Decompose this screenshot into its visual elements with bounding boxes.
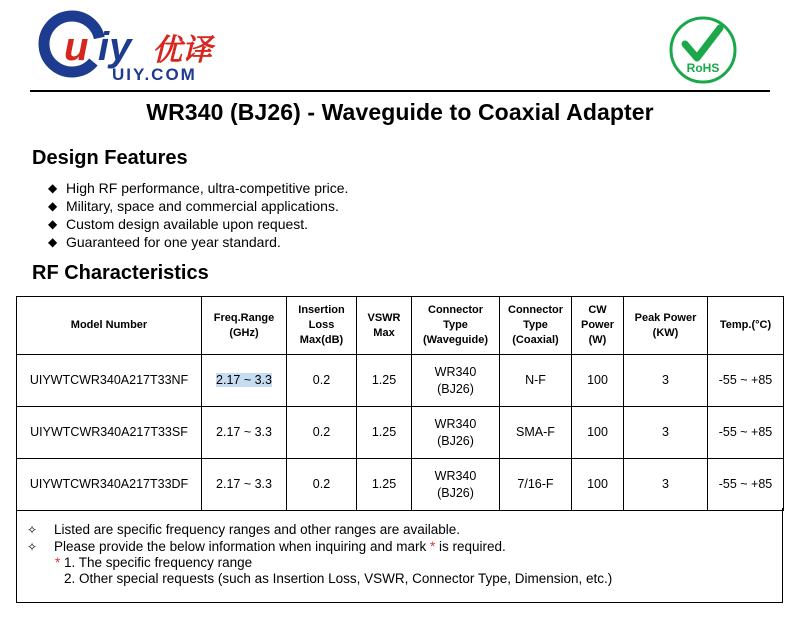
cell-connector-coaxial: N-F [500,355,572,407]
header-connector-waveguide: Connector Type (Waveguide) [412,297,500,355]
cell-temp: -55 ~ +85 [708,459,784,511]
rohs-badge [668,14,738,86]
header-temp: Temp.(°C) [708,297,784,355]
cell-insertion-loss: 0.2 [287,355,357,407]
cell-connector-coaxial: SMA-F [500,407,572,459]
sparkle-bullet-icon: ✧ [27,540,38,554]
header-freq: Freq.Range (GHz) [202,297,287,355]
header-connector-coaxial: Connector Type (Coaxial) [500,297,572,355]
rohs-label: RoHS [686,61,720,75]
cell-model: UIYWTCWR340A217T33SF [17,407,202,459]
design-features-list [48,179,348,251]
page-title: WR340 (BJ26) - Waveguide to Coaxial Adapter [146,99,654,125]
list-item: ◆ Custom design available upon request. [48,216,309,232]
svg-text:iy: iy [98,25,132,69]
header-insertion-loss: Insertion Loss Max(dB) [287,297,357,355]
diamond-bullet-icon: ◆ [48,217,58,231]
cell-freq: 2.17 ~ 3.3 [202,407,287,459]
cell-cw-power: 100 [572,459,624,511]
logo-cn-text: 优译 [152,33,212,68]
header-model: Model Number [17,297,202,355]
header-cw-power: CW Power (W) [572,297,624,355]
cell-connector-coaxial: 7/16-F [500,459,572,511]
note-subitem: 2. Other special requests (such as Insertion Loss, VSWR, Connector Type, Dimension, etc.) [64,571,613,586]
cell-peak-power: 3 [624,407,708,459]
list-item: ◆ High RF performance, ultra-competitive price. [48,180,349,196]
diamond-bullet-icon: ◆ [48,181,58,195]
sparkle-bullet-icon: ✧ [27,523,38,537]
header-divider [30,90,770,92]
note-subitem: * 1. The specific frequency range [55,555,253,570]
header-vswr: VSWR Max [357,297,412,355]
notes-box [16,508,783,603]
logo-domain-text: UIY.COM [112,65,197,84]
cell-cw-power: 100 [572,355,624,407]
cell-freq: 2.17 ~ 3.3 [202,459,287,511]
list-item: ◆ Military, space and commercial applications. [48,198,339,214]
selected-text-highlight: 2.17 ~ 3.3 [216,373,272,387]
cell-temp: -55 ~ +85 [708,355,784,407]
cell-model: UIYWTCWR340A217T33NF [17,355,202,407]
table-header-row [17,297,784,355]
cell-connector-waveguide: WR340 (BJ26) [412,355,500,407]
cell-vswr: 1.25 [357,407,412,459]
table-row [17,459,784,511]
header-peak-power: Peak Power (KW) [624,297,708,355]
required-asterisk: * [429,539,436,554]
svg-text:u: u [64,25,89,69]
cell-cw-power: 100 [572,407,624,459]
uiy-logo [34,8,244,86]
cell-insertion-loss: 0.2 [287,407,357,459]
cell-vswr: 1.25 [357,355,412,407]
note-item: ✧ Please provide the below information when inquiring and mark * is required. [27,539,506,554]
cell-model: UIYWTCWR340A217T33DF [17,459,202,511]
cell-connector-waveguide: WR340 (BJ26) [412,407,500,459]
rf-characteristics-table [16,296,784,511]
diamond-bullet-icon: ◆ [48,235,58,249]
required-asterisk: * [55,555,61,570]
cell-connector-waveguide: WR340 (BJ26) [412,459,500,511]
design-features-title: Design Features [32,147,188,169]
diamond-bullet-icon: ◆ [48,199,58,213]
list-item: ◆ Guaranteed for one year standard. [48,234,281,250]
cell-insertion-loss: 0.2 [287,459,357,511]
cell-freq [202,355,287,407]
cell-vswr: 1.25 [357,459,412,511]
cell-peak-power: 3 [624,355,708,407]
cell-peak-power: 3 [624,459,708,511]
cell-temp: -55 ~ +85 [708,407,784,459]
note-item: ✧ Listed are specific frequency ranges and other ranges are available. [27,522,460,537]
table-row [17,407,784,459]
table-row [17,355,784,407]
rf-characteristics-title: RF Characteristics [32,262,209,284]
